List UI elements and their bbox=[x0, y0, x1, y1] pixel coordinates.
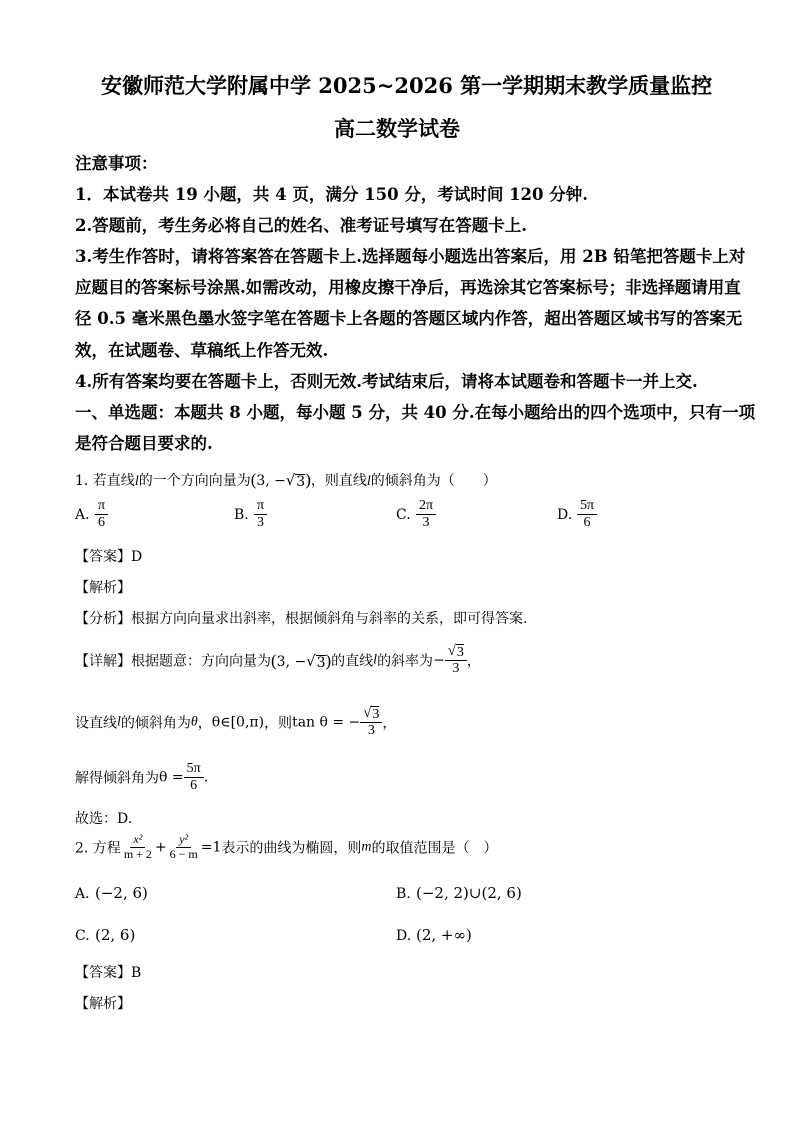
question-1-option-b[interactable]: B. $\frac{\pi}{3}$ bbox=[234, 498, 267, 531]
question-2-option-d[interactable]: D. (2, +∞) bbox=[396, 926, 472, 944]
question-1-option-d[interactable]: D. $\frac{5\pi}{6}$ bbox=[557, 498, 597, 531]
question-1-option-a[interactable]: A. $\frac{\pi}{6}$ bbox=[75, 498, 108, 531]
question-2-stem: 2. 方程 $\frac{\text{x²}}{m + 2}$ + $\frac{\text{y²}}{6 - m}$ =1表示的曲线为椭圆，则m的取值范围是（ ） bbox=[75, 832, 498, 861]
notice-item-2: 2.答题前，考生务必将自己的姓名、准考证号填写在答题卡上. bbox=[75, 216, 527, 235]
question-2-option-c[interactable]: C. (2, 6) bbox=[75, 926, 136, 944]
question-1-conclusion: 故选：D. bbox=[75, 811, 133, 827]
question-2-option-b[interactable]: B. (−2, 2)∪(2, 6) bbox=[396, 884, 522, 902]
question-1-detail: 【详解】根据题意：方向向量为(3, − √ 3 )的直线l的斜率为− √ 3 3 ， bbox=[75, 643, 481, 677]
notice-item-3-line-3: 径 0.5 毫米黑色墨水签字笔在答题卡上各题的答题区域内作答，超出答题区域书写的答案无 bbox=[75, 309, 743, 328]
notice-item-3-line-1: 3.考生作答时，请将答案答在答题卡上.选择题每小题选出答案后，用 2B 铅笔把答题卡上对 bbox=[75, 247, 746, 266]
question-1-detail-line-2: 设直线l的倾斜角为θ，θ∈[0,π)，则tan θ = − √ 3 3 ， bbox=[75, 705, 397, 739]
question-1-detail-line-3: 解得倾斜角为θ = $\frac{5\pi}{6}$ . bbox=[75, 761, 209, 794]
notice-item-1: 1．本试卷共 19 小题，共 4 页，满分 150 分，考试时间 120 分钟. bbox=[75, 185, 589, 204]
notice-heading: 注意事项： bbox=[75, 154, 158, 173]
section-heading-line-2: 是符合题目要求的. bbox=[75, 434, 213, 453]
notice-item-3-line-4: 效，在试题卷、草稿纸上作答无效. bbox=[75, 341, 329, 360]
question-1-fenxi: 【分析】根据方向向量求出斜率，根据倾斜角与斜率的关系，即可得答案. bbox=[75, 611, 528, 627]
question-1-stem: 1. 若直线l的一个方向向量为(3, − √ 3 )，则直线l的倾斜角为（ ） bbox=[75, 470, 497, 490]
question-2-answer: 【答案】B bbox=[75, 965, 142, 981]
question-2-analysis-tag: 【解析】 bbox=[75, 996, 131, 1012]
question-1-analysis-tag: 【解析】 bbox=[75, 580, 131, 596]
question-2-option-a[interactable]: A. (−2, 6) bbox=[75, 884, 148, 902]
question-1-answer: 【答案】D bbox=[75, 549, 143, 565]
section-heading-line-1: 一、单选题：本题共 8 小题，每小题 5 分，共 40 分.在每小题给出的四个选项中，只有一项 bbox=[75, 403, 756, 422]
notice-item-3-line-2: 应题目的答案标号涂黑.如需改动，用橡皮擦干净后，再选涂其它答案标号；非选择题请用直 bbox=[75, 278, 741, 297]
question-1-option-c[interactable]: C. $\frac{2\pi}{3}$ bbox=[396, 498, 436, 531]
exam-title: 安徽师范大学附属中学 2025~2026 第一学期期末教学质量监控 bbox=[101, 73, 713, 98]
exam-subtitle: 高二数学试卷 bbox=[334, 116, 460, 141]
notice-item-4: 4.所有答案均要在答题卡上，否则无效.考试结束后，请将本试题卷和答题卡一并上交. bbox=[75, 372, 698, 391]
